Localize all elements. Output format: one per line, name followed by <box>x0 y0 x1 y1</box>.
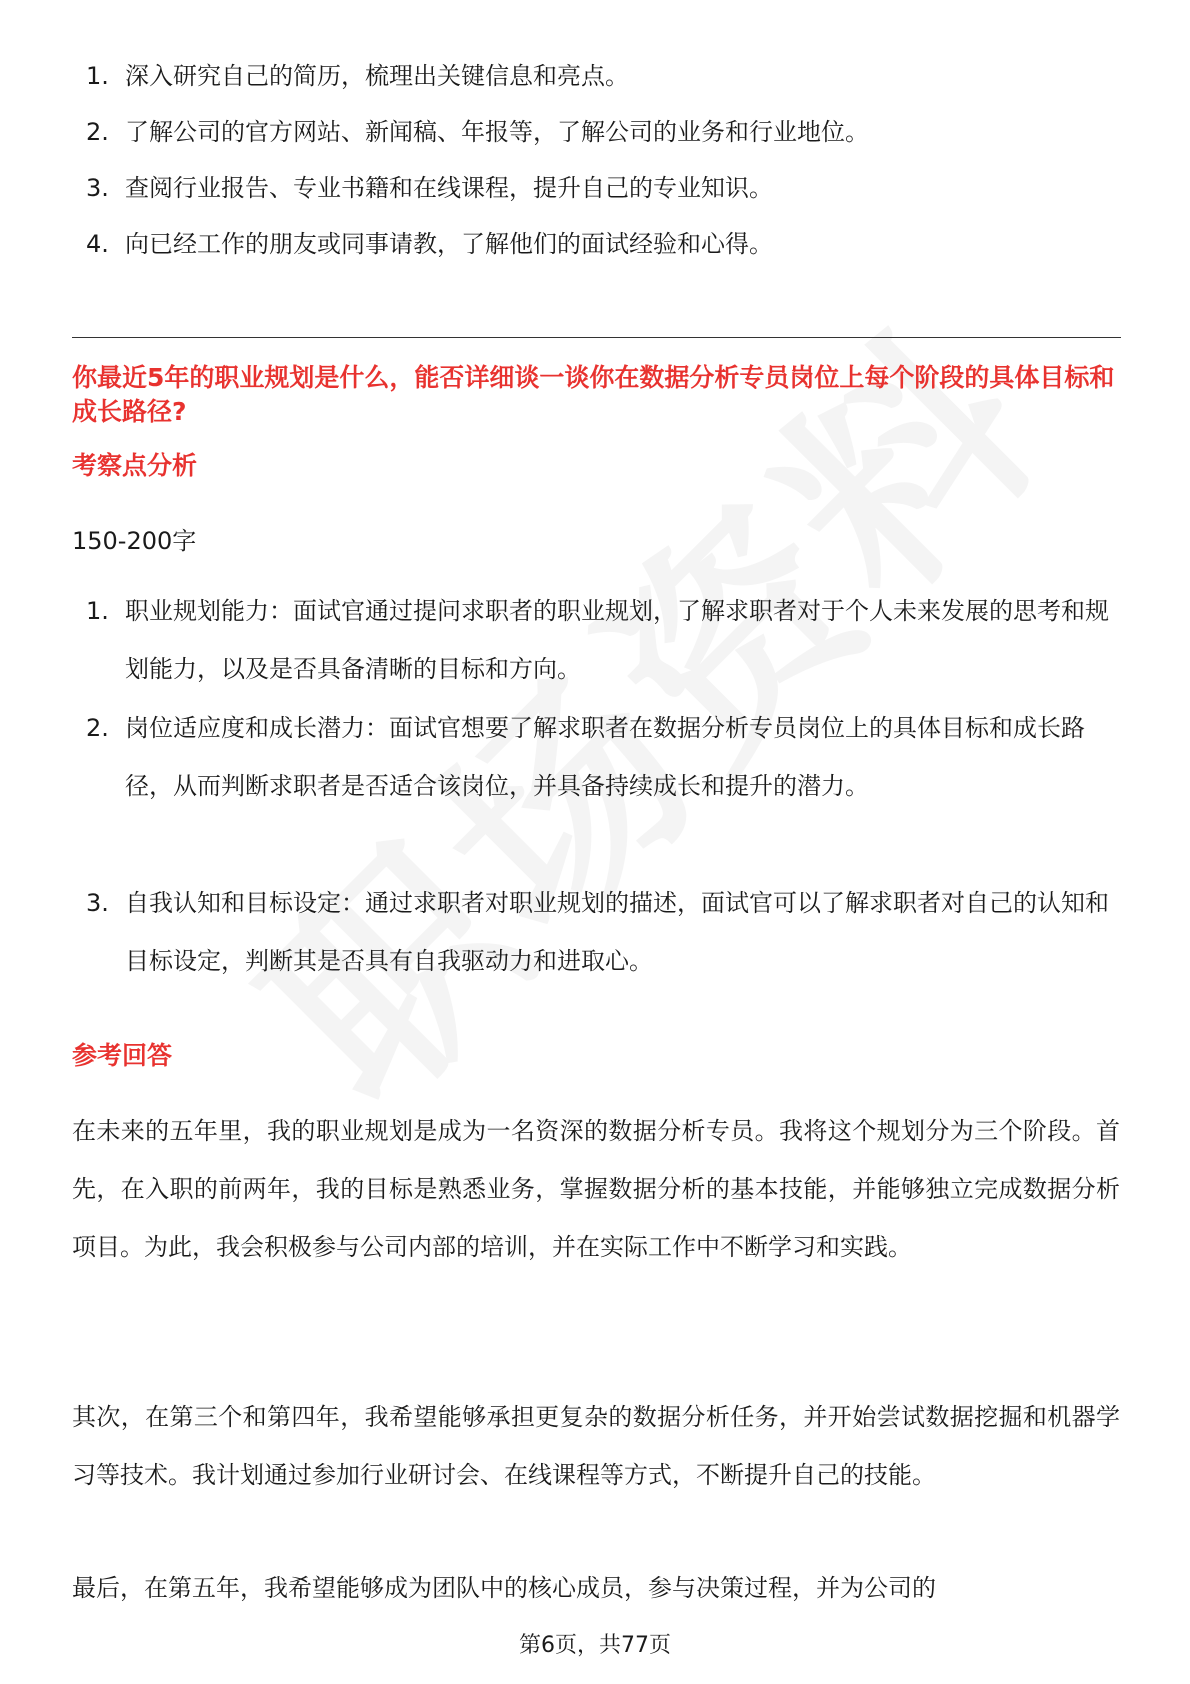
list-text: 了解公司的官方网站、新闻稿、年报等，了解公司的业务和行业地位。 <box>125 118 869 146</box>
list-number: 3. <box>86 174 109 202</box>
list-number: 1. <box>86 62 109 90</box>
list-text: 自我认知和目标设定：通过求职者对职业规划的描述，面试官可以了解求职者对自己的认知和目标设定，判断其是否具有自我驱动力和进取心。 <box>125 889 1109 975</box>
list-number: 1. <box>86 597 109 625</box>
list-number: 3. <box>86 889 109 917</box>
page-footer: 第6页，共77页 <box>519 1633 671 1658</box>
list-number: 2. <box>86 118 109 146</box>
list-number: 2. <box>86 714 109 742</box>
list-text: 查阅行业报告、专业书籍和在线课程，提升自己的专业知识。 <box>125 174 773 202</box>
section-divider <box>72 337 1121 338</box>
list-text: 岗位适应度和成长潜力：面试官想要了解求职者在数据分析专员岗位上的具体目标和成长路径，从而判断求职者是否适合该岗位，并具备持续成长和提升的潜力。 <box>125 714 1085 800</box>
answer-paragraph: 其次，在第三个和第四年，我希望能够承担更复杂的数据分析任务，并开始尝试数据挖掘和机器学习等技术。我计划通过参加行业研讨会、在线课程等方式，不断提升自己的技能。 <box>72 1403 1120 1489</box>
list-text: 职业规划能力：面试官通过提问求职者的职业规划，了解求职者对于个人未来发展的思考和规划能力，以及是否具备清晰的目标和方向。 <box>125 597 1109 683</box>
answer-paragraph: 最后，在第五年，我希望能够成为团队中的核心成员，参与决策过程，并为公司的 <box>72 1574 936 1602</box>
answer-heading: 参考回答 <box>72 1041 173 1070</box>
question-title: 你最近5年的职业规划是什么，能否详细谈一谈你在数据分析专员岗位上每个阶段的具体目标和成长路径? <box>72 363 1115 426</box>
answer-paragraph: 在未来的五年里，我的职业规划是成为一名资深的数据分析专员。我将这个规划分为三个阶段。首先，在入职的前两年，我的目标是熟悉业务，掌握数据分析的基本技能，并能够独立完成数据分析项目。为此，我会积极参与公司内部的培训，并在实际工作中不断学习和实践。 <box>72 1117 1120 1261</box>
list-number: 4. <box>86 230 109 258</box>
list-text: 向已经工作的朋友或同事请教，了解他们的面试经验和心得。 <box>125 230 773 258</box>
analysis-heading: 考察点分析 <box>72 451 198 480</box>
word-count: 150-200字 <box>72 527 197 555</box>
list-text: 深入研究自己的简历，梳理出关键信息和亮点。 <box>125 62 629 90</box>
